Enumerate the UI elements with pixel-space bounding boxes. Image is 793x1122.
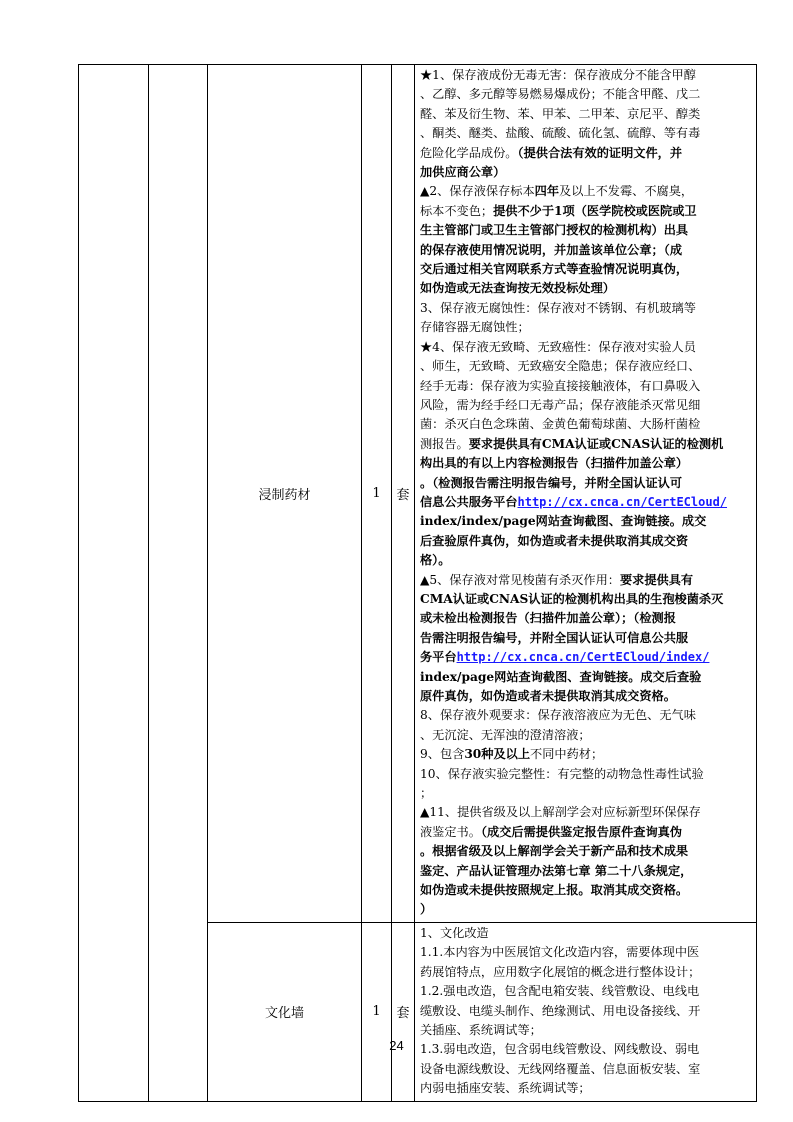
text-line: [420, 182, 752, 201]
text-segment: 不同中药材；: [530, 747, 604, 762]
text-segment: 告需注明报告编号，并附全国认证认可信息公共服: [420, 630, 689, 645]
url-link[interactable]: http://cx.cnca.cn/CertECloud/: [517, 494, 728, 509]
text-segment: 后查验原件真伪，如伪造或者未提供取消其成交资: [420, 533, 689, 548]
text-segment: 。（检测报告需注明报告编号，并附全国认证认可: [420, 475, 683, 490]
requirements-text: [420, 924, 752, 1099]
text-line: [420, 66, 752, 85]
text-line: [420, 512, 752, 531]
text-line: [420, 260, 752, 279]
text-segment: 缆敷设、电缆头制作、绝缘测试、用电设备接线、开: [420, 1003, 701, 1018]
page-number: 24: [389, 1038, 404, 1053]
text-segment: 醛、苯及衍生物、苯、甲苯、二甲苯、京尼平、醇类: [420, 106, 701, 121]
text-line: [420, 963, 752, 982]
text-segment: 提供不少于1项（医学院校或医院或卫: [493, 203, 697, 218]
blank-cell: [149, 65, 208, 1102]
text-segment: ；: [420, 786, 433, 801]
text-segment: 四年: [534, 184, 560, 199]
text-line: [420, 105, 752, 124]
text-segment: ▲5、保存液对常见梭菌有杀灭作用：: [420, 572, 620, 587]
text-segment: 生主管部门或卫生主管部门授权的检测机构）出具: [420, 223, 689, 238]
text-line: [420, 163, 752, 182]
text-line: [420, 144, 752, 163]
text-line: [420, 338, 752, 357]
text-line: [420, 357, 752, 376]
spec-table: [78, 64, 757, 1102]
text-line: [420, 221, 752, 240]
text-line: [420, 881, 752, 900]
text-segment: CMA认证或CNAS认证的检测机构出具的生孢梭菌杀灭: [420, 591, 724, 606]
text-segment: 信息公共服务平台: [420, 494, 518, 509]
text-segment: 如伪造或无法查询按无效投标处理）: [420, 281, 615, 296]
text-segment: ▲11、提供省级及以上解剖学会对应标新型环保保存: [420, 805, 701, 820]
text-segment: 危险化学品成份。: [420, 145, 518, 160]
text-segment: 或未检出检测报告（扫描件加盖公章）；（检测报: [420, 611, 676, 626]
text-segment: 、无沉淀、无浑浊的澄清溶液；: [420, 727, 591, 742]
text-line: [420, 454, 752, 473]
text-line: [420, 745, 752, 764]
text-segment: ▲2、保存液保存标本: [420, 184, 535, 199]
item-unit: 套: [392, 922, 415, 1101]
text-segment: 菌：杀灭白色念珠菌、金黄色葡萄球菌、大肠杆菌检: [420, 417, 701, 432]
item-unit: 套: [392, 65, 415, 923]
text-line: [420, 1002, 752, 1021]
text-line: [420, 590, 752, 609]
table-row: [79, 65, 757, 923]
text-line: [420, 648, 752, 667]
text-line: [420, 318, 752, 337]
text-segment: 格）。: [420, 553, 451, 568]
text-line: [420, 706, 752, 725]
text-segment: 测报告。: [420, 436, 469, 451]
text-segment: ★1、保存液成份无毒无害：保存液成分不能含甲醇: [420, 68, 696, 82]
text-line: [420, 435, 752, 454]
text-segment: 液鉴定书。: [420, 824, 481, 839]
text-segment: 内弱电插座安装、系统调试等；: [420, 1081, 591, 1096]
text-line: [420, 784, 752, 803]
text-line: [420, 493, 752, 512]
text-segment: 及以上不发霉、不腐臭，: [559, 184, 694, 199]
text-line: [420, 1060, 752, 1079]
item-quantity: 1: [362, 65, 392, 923]
text-segment: 存储容器无腐蚀性；: [420, 320, 530, 335]
text-line: [420, 377, 752, 396]
text-segment: 、师生，无致畸、无致癌安全隐患；保存液应经口、: [420, 359, 701, 374]
text-segment: 的保存液使用情况说明，并加盖该单位公章；（成: [420, 242, 683, 257]
text-segment: 、酮类、醚类、盐酸、硫酸、硫化氢、硫醇、等有毒: [420, 126, 701, 141]
text-line: [420, 982, 752, 1001]
text-line: [420, 279, 752, 298]
text-segment: ）: [420, 902, 433, 917]
text-segment: 如伪造或未提供按照规定上报。取消其成交资格。: [420, 883, 689, 898]
text-line: [420, 532, 752, 551]
text-segment: index/index/page网站查询截图、查询链接。成交: [420, 514, 707, 529]
text-line: [420, 85, 752, 104]
text-line: [420, 396, 752, 415]
text-line: [420, 474, 752, 493]
text-segment: 要求提供具有CMA认证或CNAS认证的检测机: [468, 436, 724, 451]
text-line: [420, 124, 752, 143]
text-line: [420, 609, 752, 628]
text-segment: 30种及以上: [464, 747, 531, 762]
text-segment: （成交后需提供鉴定报告原件查询真伪: [480, 824, 683, 839]
text-line: [420, 765, 752, 784]
text-segment: （提供合法有效的证明文件，并: [517, 145, 683, 160]
text-line: [420, 629, 752, 648]
text-segment: 药展馆特点，应用数字化展馆的概念进行整体设计；: [420, 964, 701, 979]
item-requirements: [415, 65, 757, 923]
text-segment: ★4、保存液无致畸、无致癌性：保存液对实验人员: [420, 339, 696, 354]
text-segment: 标本不变色；: [420, 203, 494, 218]
text-segment: 设备电源线敷设、无线网络覆盖、信息面板安装、室: [420, 1061, 701, 1076]
text-line: [420, 803, 752, 822]
requirements-text: [420, 66, 752, 920]
text-segment: 加供应商公章）: [420, 165, 506, 180]
text-line: [420, 415, 752, 434]
text-segment: 务平台: [420, 650, 457, 665]
item-name: 浸制药材: [208, 65, 362, 923]
text-segment: 要求提供具有: [619, 572, 694, 587]
text-line: [420, 862, 752, 881]
text-segment: 8、保存液外观要求：保存液溶液应为无色、无气味: [420, 708, 696, 723]
text-segment: 风险，需为经手经口无毒产品；保存液能杀灭常见细: [420, 397, 701, 412]
text-segment: 鉴定、产品认证管理办法第七章 第二十八条规定，: [420, 863, 693, 878]
text-segment: 构出具的有以上内容检测报告（扫描件加盖公章）: [420, 456, 689, 471]
text-segment: 9、包含: [420, 747, 465, 762]
text-segment: 。根据省级及以上解剖学会关于新产品和技术成果: [420, 844, 689, 859]
text-line: [420, 726, 752, 745]
text-segment: 交后通过相关官网联系方式等查验情况说明真伪，: [420, 262, 689, 277]
text-line: [420, 823, 752, 842]
item-name: 文化墙: [208, 922, 362, 1101]
text-segment: 3、保存液无腐蚀性：保存液对不锈钢、有机玻璃等: [420, 300, 696, 315]
text-line: [420, 687, 752, 706]
text-segment: 、乙醇、多元醇等易燃易爆成份；不能含甲醛、戊二: [420, 87, 701, 102]
text-line: [420, 668, 752, 687]
text-line: [420, 943, 752, 962]
text-segment: 1、文化改造: [420, 925, 489, 940]
url-link[interactable]: http://cx.cnca.cn/CertECloud/index/: [456, 650, 710, 665]
text-line: [420, 202, 752, 221]
text-line: [420, 551, 752, 570]
text-segment: 1.3.弱电改造，包含弱电线管敷设、网线敷设、弱电: [420, 1042, 700, 1057]
text-segment: index/page网站查询截图、查询链接。成交后查验: [420, 669, 702, 684]
text-line: [420, 299, 752, 318]
text-segment: 经手无毒：保存液为实验直接接触液体，有口鼻吸入: [420, 378, 701, 393]
text-segment: 10、保存液实验完整性：有完整的动物急性毒性试验: [420, 766, 704, 781]
text-segment: 关插座、系统调试等；: [420, 1022, 542, 1037]
text-line: [420, 900, 752, 919]
text-line: [420, 924, 752, 943]
text-segment: 原件真伪，如伪造或者未提供取消其成交资格。: [420, 689, 676, 703]
text-segment: 1.1.本内容为中医展馆文化改造内容，需要体现中医: [420, 945, 700, 960]
blank-cell: [79, 65, 149, 1102]
text-line: [420, 1079, 752, 1098]
item-quantity: 1: [362, 922, 392, 1101]
text-line: [420, 571, 752, 590]
item-requirements: [415, 922, 757, 1101]
text-line: [420, 241, 752, 260]
text-segment: 1.2.强电改造，包含配电箱安装、线管敷设、电线电: [420, 984, 700, 999]
text-line: [420, 842, 752, 861]
